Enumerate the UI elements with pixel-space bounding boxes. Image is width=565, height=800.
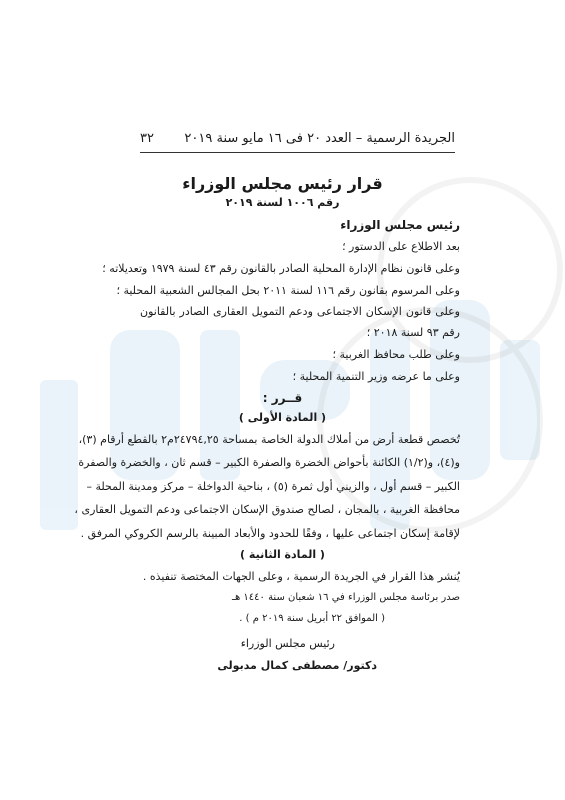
header-divider xyxy=(140,152,455,153)
issuer: رئيس مجلس الوزراء xyxy=(340,218,460,232)
page-header xyxy=(140,131,455,146)
signature-role: رئيس مجلس الوزراء xyxy=(240,637,335,650)
article-1-line: و(٤)، و(١/٢) الكائنة بأحواض الخضرة والصفرة الكبير – قسم ثان ، والخضرة والصفرة xyxy=(78,456,460,469)
article-1-line: تُخصص قطعة أرض من أملاك الدولة الخاصة بمساحة ٢٤٧٩٤,٢٥م٢ بالقطع أرقام (٣)، xyxy=(78,433,460,446)
preamble-line: وعلى قانون نظام الإدارة المحلية الصادر بالقانون رقم ٤٣ لسنة ١٩٧٩ وتعديلاته ؛ xyxy=(102,262,460,275)
article-2-text: يُنشر هذا القرار في الجريدة الرسمية ، وعلى الجهات المختصة تنفيذه . xyxy=(142,570,460,583)
preamble-line: بعد الاطلاع على الدستور ؛ xyxy=(342,240,460,253)
article-1-line: الكبير – قسم أول ، والزيني أول ثمرة (٥) ، بناحية الدواخلة – مركز ومدينة المحلة – xyxy=(86,480,460,493)
issued-corresponding-date: ( الموافق ٢٢ أبريل سنة ٢٠١٩ م ) . xyxy=(239,613,385,624)
article-1-line: محافظة الغربية ، بالمجان ، لصالح صندوق الإسكان الاجتماعى ودعم التمويل العقارى ، xyxy=(74,503,460,516)
preamble-line: وعلى المرسوم بقانون رقم ١١٦ لسنة ٢٠١١ بحل المجالس الشعبية المحلية ؛ xyxy=(116,284,460,297)
article-2-heading: ( المادة الثانية ) xyxy=(240,548,325,561)
decided-label: قــرر : xyxy=(262,391,303,405)
preamble-line: وعلى قانون الإسكان الاجتماعى ودعم التمويل العقارى الصادر بالقانون xyxy=(140,305,460,318)
article-1-heading: ( المادة الأولى ) xyxy=(238,411,327,424)
issue-info: الجريدة الرسمية – العدد ٢٠ فى ١٦ مايو سنة ٢٠١٩ xyxy=(184,131,455,146)
preamble-line: وعلى ما عرضه وزير التنمية المحلية ؛ xyxy=(292,370,460,383)
issued-place-date: صدر برئاسة مجلس الوزراء في ١٦ شعبان سنة ١٤٤٠ هـ xyxy=(232,592,460,603)
signature-name: دكتور/ مصطفى كمال مدبولى xyxy=(217,659,377,672)
preamble-line: وعلى طلب محافظ الغربية ؛ xyxy=(332,348,460,361)
decree-title: قرار رئيس مجلس الوزراء xyxy=(182,174,383,193)
article-1-line: لإقامة إسكان اجتماعى عليها ، وفقًا للحدود والأبعاد المبينة بالرسم الكروكي المرفق . xyxy=(80,527,460,540)
decree-number: رقم ١٠٠٦ لسنة ٢٠١٩ xyxy=(225,196,340,209)
preamble-line: رقم ٩٣ لسنة ٢٠١٨ ؛ xyxy=(366,326,460,339)
page-number: ٣٢ xyxy=(140,131,154,146)
